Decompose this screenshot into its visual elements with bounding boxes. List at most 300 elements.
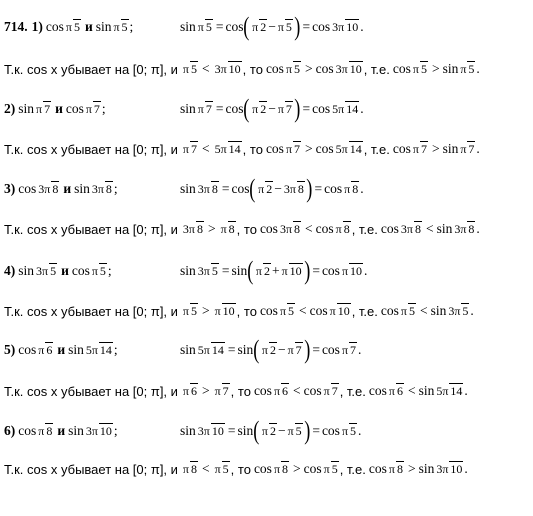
fraction-numerator: π (388, 384, 395, 398)
fraction (453, 221, 475, 237)
fraction-numerator: π (277, 20, 284, 34)
decreasing-text: Т.к. cos x убывает на [0; π], и (4, 221, 178, 237)
fraction-denominator: 10 (99, 424, 112, 438)
fraction-denominator: 5 (222, 462, 229, 476)
fraction (220, 221, 236, 237)
fraction-denominator: 6 (46, 343, 53, 357)
fraction (335, 221, 351, 237)
equals-sign: = (312, 263, 320, 279)
fraction (65, 19, 81, 35)
fraction-denominator: 6 (282, 384, 288, 398)
semicolon: ; (113, 181, 118, 197)
right-paren: ) (303, 335, 311, 364)
ie-text: , т.е. (363, 141, 390, 157)
fraction (197, 263, 219, 279)
fraction-numerator: π (36, 102, 43, 116)
func-name: cos (45, 19, 64, 35)
and-word: и (61, 263, 69, 279)
semicolon: ; (101, 101, 106, 117)
fraction-denominator: 7 (222, 384, 229, 398)
func-name: cos (380, 303, 399, 319)
semicolon: ; (113, 342, 118, 358)
func-name: sin (180, 19, 196, 35)
fraction (182, 461, 198, 477)
fraction-numerator: π (341, 264, 348, 278)
fraction-denominator: 10 (349, 62, 362, 76)
fraction-denominator: 10 (346, 20, 359, 34)
fraction-numerator: π (85, 102, 92, 116)
comparison-operator: > (207, 221, 216, 237)
fraction-denominator: 10 (211, 424, 224, 438)
func-name: cos (392, 61, 411, 77)
func-name: cos (312, 19, 331, 35)
fraction (197, 19, 213, 35)
period: . (476, 221, 480, 237)
func-name: cos (368, 383, 387, 399)
func-name: sin (180, 181, 196, 197)
fraction-denominator: 8 (282, 462, 288, 476)
func-name: cos (303, 383, 322, 399)
func-name: cos (315, 221, 334, 237)
func-name: cos (324, 181, 343, 197)
right-paren: ) (303, 256, 311, 285)
item-statement (4, 92, 106, 126)
fraction (341, 423, 357, 439)
func-name: sin (18, 101, 35, 117)
fraction-denominator: 14 (228, 142, 241, 156)
fraction-denominator: 2 (266, 182, 273, 196)
fraction-numerator: 5π (436, 384, 449, 398)
fraction (335, 141, 363, 157)
fraction-numerator: 3π (448, 304, 461, 318)
fraction-numerator: 3π (279, 222, 292, 236)
fraction-denominator: 2 (260, 102, 267, 116)
fraction (447, 303, 469, 319)
fraction-denominator: 7 (468, 142, 475, 156)
fraction (182, 383, 198, 399)
fraction-denominator: 5 (99, 264, 106, 278)
fraction-denominator: 10 (222, 304, 235, 318)
fraction (279, 221, 301, 237)
semicolon: ; (129, 19, 134, 35)
func-name: sin (18, 263, 35, 279)
func-name: cos (253, 383, 272, 399)
comparison-operator: < (299, 303, 307, 319)
fraction-denominator: 14 (349, 142, 362, 156)
fraction-numerator: 3π (197, 264, 210, 278)
fraction-numerator: π (388, 462, 395, 476)
fraction (182, 61, 198, 77)
decreasing-text: Т.к. cos x убывает на [0; π], и (4, 461, 178, 477)
comparison-operator: < (419, 303, 428, 319)
decreasing-text: Т.к. cos x убывает на [0; π], и (4, 303, 178, 319)
minus-sign: + (271, 263, 280, 279)
comparison-operator: < (425, 221, 434, 237)
fraction-denominator: 8 (414, 222, 421, 236)
fraction (287, 342, 303, 358)
semicolon: ; (107, 263, 112, 279)
reasoning-line (4, 212, 480, 246)
func-name: cos (315, 61, 334, 77)
fraction-denominator: 7 (93, 102, 100, 116)
fraction-denominator: 5 (190, 62, 197, 76)
equals-sign: = (215, 19, 224, 35)
func-name: cos (253, 461, 272, 477)
equals-sign: = (221, 263, 230, 279)
fraction-numerator: π (214, 384, 221, 398)
fraction-denominator: 5 (331, 462, 338, 476)
fraction (412, 61, 428, 77)
fraction-numerator: π (285, 62, 292, 76)
fraction (412, 141, 428, 157)
fraction-numerator: π (214, 304, 221, 318)
period: . (476, 141, 480, 157)
left-paren: ( (247, 256, 254, 285)
fraction-numerator: π (341, 424, 348, 438)
reasoning-line (4, 294, 474, 328)
func-name: cos (18, 181, 37, 197)
fraction-denominator: 8 (46, 424, 53, 438)
period: . (470, 303, 474, 319)
fraction-numerator: π (261, 424, 268, 438)
func-name: sin (68, 423, 84, 439)
fraction-denominator: 5 (294, 62, 300, 76)
fraction (323, 461, 339, 477)
func-name: cos (321, 423, 340, 439)
minus-sign: − (274, 181, 282, 197)
fraction (400, 221, 422, 237)
func-name: cos (71, 263, 90, 279)
fraction-numerator: 3π (182, 222, 195, 236)
fraction-denominator: 8 (52, 182, 59, 196)
decreasing-text: Т.к. cos x убывает на [0; π], и (4, 141, 178, 157)
fraction-denominator: 5 (50, 264, 57, 278)
fraction (273, 461, 289, 477)
period: . (364, 263, 368, 279)
comparison-operator: < (201, 461, 210, 477)
fraction (459, 141, 475, 157)
func-name: cos (309, 303, 328, 319)
fraction-denominator: 14 (346, 102, 359, 116)
fraction-denominator: 8 (196, 222, 203, 236)
func-name: cos (303, 461, 322, 477)
fraction-denominator: 5 (288, 304, 294, 318)
reasoning-line (4, 52, 480, 86)
fraction-denominator: 5 (408, 304, 415, 318)
fraction-denominator: 5 (295, 424, 302, 438)
decreasing-text: Т.к. cos x убывает на [0; π], и (4, 383, 178, 399)
fraction-denominator: 8 (228, 222, 235, 236)
func-name: cos (380, 221, 399, 237)
fraction (277, 101, 293, 117)
fraction-denominator: 7 (190, 142, 197, 156)
fraction-numerator: 3π (36, 264, 49, 278)
comparison-operator: > (431, 61, 440, 77)
fraction (85, 342, 113, 358)
equals-sign: = (312, 342, 320, 358)
fraction-denominator: 7 (331, 384, 338, 398)
fraction (35, 101, 51, 117)
fraction-denominator: 10 (350, 264, 362, 278)
func-name: cos (392, 141, 411, 157)
func-name: cos (368, 461, 387, 477)
comparison-operator: > (201, 303, 210, 319)
fraction-numerator: 3π (197, 424, 210, 438)
fraction-denominator: 5 (350, 424, 356, 438)
period: . (464, 383, 468, 399)
right-paren: ) (303, 416, 311, 445)
func-name: cos (259, 221, 278, 237)
equals-sign: = (227, 423, 236, 439)
fraction-denominator: 5 (420, 62, 427, 76)
item-statement (4, 172, 118, 206)
fraction-denominator: 10 (289, 264, 302, 278)
fraction-denominator: 5 (73, 20, 80, 34)
fraction (214, 461, 230, 477)
fraction (37, 423, 53, 439)
fraction-denominator: 8 (468, 222, 475, 236)
fraction-numerator: π (335, 222, 342, 236)
fraction (277, 19, 293, 35)
fraction (343, 181, 359, 197)
fraction (331, 19, 359, 35)
func-name: sin (237, 342, 254, 358)
fraction (261, 423, 277, 439)
minus-sign: − (268, 19, 276, 35)
comparison-operator: > (293, 461, 301, 477)
fraction-denominator: 5 (121, 20, 128, 34)
minus-sign: − (277, 342, 286, 358)
comparison-operator: > (407, 461, 416, 477)
func-name: sin (180, 101, 196, 117)
fraction (182, 141, 198, 157)
fraction (214, 61, 242, 77)
fraction-numerator: 5π (197, 343, 210, 357)
semicolon: ; (113, 423, 118, 439)
fraction-numerator: 5π (332, 102, 345, 116)
func-name: cos (225, 101, 244, 117)
fraction-denominator: 7 (295, 343, 302, 357)
fraction (257, 181, 273, 197)
item-label: 1) (31, 19, 43, 35)
minus-sign: − (277, 423, 286, 439)
fraction (261, 342, 277, 358)
fraction (197, 101, 213, 117)
fraction-numerator: π (344, 182, 351, 196)
fraction (182, 221, 204, 237)
fraction-numerator: π (323, 462, 330, 476)
period: . (464, 461, 468, 477)
fraction-denominator: 14 (450, 384, 463, 398)
fraction-denominator: 7 (205, 102, 212, 116)
func-name: cos (265, 61, 284, 77)
equals-sign: = (314, 181, 323, 197)
fraction-numerator: π (341, 343, 348, 357)
func-name: cos (225, 19, 244, 35)
fraction-numerator: π (38, 343, 45, 357)
ie-text: , т.е. (339, 461, 366, 477)
fraction-numerator: 3π (400, 222, 413, 236)
fraction (251, 19, 267, 35)
left-paren: ( (243, 12, 250, 41)
fraction (281, 263, 303, 279)
item-label: 4) (4, 263, 16, 279)
fraction (273, 383, 289, 399)
reduction-identity (180, 10, 364, 44)
fraction-numerator: π (412, 62, 419, 76)
fraction-denominator: 8 (190, 462, 197, 476)
fraction-numerator: π (460, 62, 467, 76)
item-statement (4, 10, 133, 44)
reduction-identity (180, 92, 364, 126)
fraction-numerator: π (214, 462, 221, 476)
comparison-operator: > (431, 141, 440, 157)
comparison-operator: < (201, 61, 210, 77)
fraction (388, 383, 404, 399)
fraction-numerator: π (182, 384, 189, 398)
fraction-denominator: 8 (105, 182, 112, 196)
fraction-numerator: π (287, 424, 294, 438)
reasoning-line (4, 132, 480, 166)
fraction (197, 342, 225, 358)
fraction-numerator: π (91, 264, 98, 278)
fraction (37, 181, 59, 197)
comparison-operator: < (293, 383, 301, 399)
fraction (335, 61, 363, 77)
fraction-numerator: 3π (214, 62, 227, 76)
fraction-numerator: π (460, 142, 467, 156)
func-name: cos (18, 423, 37, 439)
equals-sign: = (302, 101, 311, 117)
fraction-numerator: π (285, 142, 292, 156)
fraction-numerator: 3π (91, 182, 104, 196)
and-word: и (57, 342, 66, 358)
comparison-operator: > (305, 61, 313, 77)
equals-sign: = (215, 101, 224, 117)
fraction (91, 181, 113, 197)
item-statement (4, 333, 118, 367)
equals-sign: = (312, 423, 320, 439)
func-name: sin (95, 19, 112, 35)
fraction-numerator: 3π (283, 182, 296, 196)
func-name: sin (180, 423, 196, 439)
fraction-numerator: π (252, 102, 259, 116)
fraction-denominator: 8 (211, 182, 218, 196)
fraction (251, 101, 267, 117)
fraction-denominator: 5 (462, 304, 469, 318)
fraction-denominator: 8 (396, 462, 403, 476)
comparison-operator: > (201, 383, 210, 399)
fraction (329, 303, 351, 319)
fraction-numerator: π (113, 20, 120, 34)
fraction (331, 101, 359, 117)
func-name: sin (418, 383, 435, 399)
func-name: sin (442, 141, 459, 157)
fraction-numerator: 3π (197, 182, 210, 196)
func-name: cos (321, 263, 340, 279)
item-label: 5) (4, 342, 16, 358)
fraction-numerator: 3π (85, 424, 98, 438)
fraction-denominator: 6 (396, 384, 403, 398)
fraction-numerator: π (400, 304, 407, 318)
fraction (400, 303, 416, 319)
period: . (476, 61, 480, 77)
reasoning-line (4, 374, 468, 408)
fraction-numerator: 5π (85, 343, 98, 357)
fraction-numerator: π (65, 20, 72, 34)
fraction (35, 263, 57, 279)
fraction-numerator: π (182, 462, 189, 476)
fraction (197, 423, 225, 439)
fraction (341, 342, 357, 358)
fraction-denominator: 8 (294, 222, 300, 236)
then-text: , то (242, 141, 263, 157)
fraction-denominator: 8 (343, 222, 350, 236)
equals-sign: = (302, 19, 311, 35)
fraction-numerator: π (182, 62, 189, 76)
fraction-denominator: 8 (297, 182, 304, 196)
reduction-identity (180, 254, 367, 288)
fraction-denominator: 6 (190, 384, 197, 398)
fraction-denominator: 10 (337, 304, 350, 318)
fraction (341, 263, 363, 279)
fraction-numerator: π (273, 462, 280, 476)
fraction (283, 181, 305, 197)
fraction-denominator: 2 (269, 343, 276, 357)
func-name: sin (68, 342, 84, 358)
fraction-numerator: 3π (335, 62, 348, 76)
fraction-numerator: π (277, 102, 284, 116)
fraction (285, 61, 301, 77)
fraction (91, 263, 107, 279)
fraction (287, 423, 303, 439)
comparison-operator: < (305, 221, 313, 237)
fraction-numerator: π (197, 20, 204, 34)
then-text: , то (230, 383, 251, 399)
fraction-denominator: 8 (352, 182, 359, 196)
fraction (85, 101, 101, 117)
left-paren: ( (253, 335, 260, 364)
func-name: sin (180, 342, 196, 358)
period: . (360, 19, 364, 35)
func-name: sin (237, 423, 254, 439)
fraction (214, 141, 242, 157)
func-name: sin (442, 61, 459, 77)
func-name: cos (312, 101, 331, 117)
reduction-identity (180, 333, 361, 367)
fraction-numerator: π (252, 20, 259, 34)
left-paren: ( (243, 94, 250, 123)
fraction (388, 461, 404, 477)
fraction-denominator: 5 (285, 20, 292, 34)
and-word: и (55, 101, 63, 117)
fraction (214, 383, 230, 399)
decreasing-text: Т.к. cos x убывает на [0; π], и (4, 61, 178, 77)
fraction-numerator: π (323, 384, 330, 398)
fraction-numerator: 5π (335, 142, 348, 156)
fraction-denominator: 14 (211, 343, 224, 357)
func-name: sin (430, 303, 447, 319)
then-text: , то (236, 303, 257, 319)
fraction (85, 423, 113, 439)
reasoning-line (4, 452, 468, 486)
item-label: 3) (4, 181, 16, 197)
fraction-denominator: 5 (205, 20, 212, 34)
item-label: 2) (4, 101, 16, 117)
then-text: , то (236, 221, 257, 237)
fraction-numerator: π (258, 182, 265, 196)
fraction-denominator: 10 (450, 462, 463, 476)
